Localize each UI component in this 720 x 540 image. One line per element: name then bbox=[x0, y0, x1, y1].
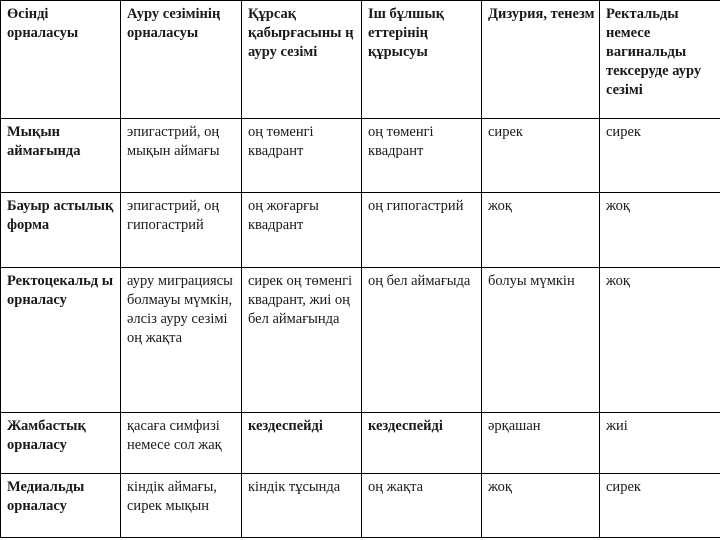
table-header-row bbox=[1, 1, 720, 119]
table-cell: оң жақта bbox=[362, 474, 482, 538]
header-abdominal-wall-pain: Құрсақ қабырғасыны ң ауру сезімі bbox=[242, 1, 362, 119]
table-cell: жиі bbox=[600, 413, 720, 474]
table-cell: кіндік аймағы, сирек мықын bbox=[121, 474, 242, 538]
table-cell: оң бел аймағыда bbox=[362, 268, 482, 413]
table-cell: кездеспейді bbox=[242, 413, 362, 474]
table-cell: оң жоғарғы квадрант bbox=[242, 193, 362, 268]
row-label: Жамбастық орналасу bbox=[1, 413, 121, 474]
table-cell: болуы мүмкін bbox=[482, 268, 600, 413]
table-row bbox=[1, 119, 720, 193]
table-cell: сирек bbox=[482, 119, 600, 193]
header-pain-location: Ауру сезімінің орналасуы bbox=[121, 1, 242, 119]
header-rectal-vaginal-exam-pain: Ректальды немесе вагинальды тексеруде ауру сезімі bbox=[600, 1, 720, 119]
table-cell: оң төменгі квадрант bbox=[242, 119, 362, 193]
table-cell: эпигастрий, оң гипогастрий bbox=[121, 193, 242, 268]
table-row bbox=[1, 413, 720, 474]
table-cell: қасаға симфизі немесе сол жақ bbox=[121, 413, 242, 474]
table-cell: сирек bbox=[600, 474, 720, 538]
header-dysuria-tenesmus: Дизурия, тенезм bbox=[482, 1, 600, 119]
table-cell: сирек bbox=[600, 119, 720, 193]
table-cell: ауру миграциясы болмауы мүмкін, әлсіз ауру сезімі оң жақта bbox=[121, 268, 242, 413]
table-cell: жоқ bbox=[600, 193, 720, 268]
header-muscle-tension: Іш бұлшық еттерінің құрысуы bbox=[362, 1, 482, 119]
table-row bbox=[1, 268, 720, 413]
table-cell: әрқашан bbox=[482, 413, 600, 474]
table-cell: оң гипогастрий bbox=[362, 193, 482, 268]
row-label: Медиальды орналасу bbox=[1, 474, 121, 538]
row-label: Мықын аймағында bbox=[1, 119, 121, 193]
table-cell: кездеспейді bbox=[362, 413, 482, 474]
table-row bbox=[1, 474, 720, 538]
table-cell: кіндік тұсында bbox=[242, 474, 362, 538]
table-cell: жоқ bbox=[482, 474, 600, 538]
table-cell: сирек оң төменгі квадрант, жиі оң бел аймағында bbox=[242, 268, 362, 413]
table-cell: жоқ bbox=[482, 193, 600, 268]
row-label: Ректоцекальд ы орналасу bbox=[1, 268, 121, 413]
row-label: Бауыр астылық форма bbox=[1, 193, 121, 268]
table-cell: эпигастрий, оң мықын аймағы bbox=[121, 119, 242, 193]
table-cell: оң төменгі квадрант bbox=[362, 119, 482, 193]
table-row bbox=[1, 193, 720, 268]
table-cell: жоқ bbox=[600, 268, 720, 413]
header-localization: Өсінді орналасуы bbox=[1, 1, 121, 119]
